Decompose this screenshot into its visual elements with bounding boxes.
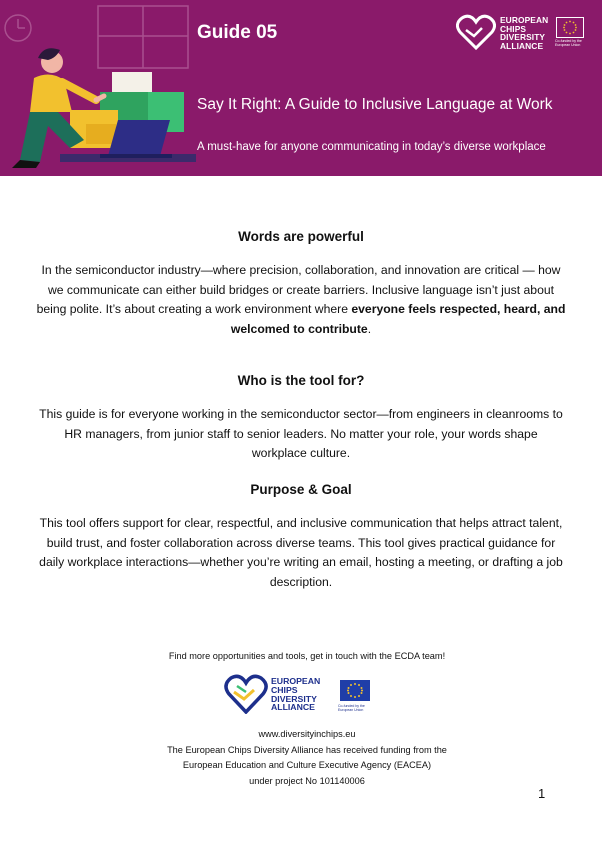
workplace-illustration <box>0 0 196 176</box>
eu-flag-icon <box>556 17 584 38</box>
ecda-logo-header <box>456 14 586 54</box>
funding-line-3: under project No 101140006 <box>249 775 365 786</box>
handshake-heart-icon <box>224 674 268 714</box>
contact-cta: Find more opportunities and tools, get in touch with the ECDA team! <box>168 651 446 661</box>
funding-line-1: The European Chips Diversity Alliance has received funding from the <box>167 744 447 755</box>
footer-funding <box>0 727 602 789</box>
header-banner <box>0 0 602 176</box>
eu-cofunded-note: Co-funded by the European Union <box>338 704 365 712</box>
handshake-heart-icon <box>456 14 496 50</box>
section-text-purpose: This tool offers support for clear, respectful, and inclusive communication that helps attract talent, build trust, and foster collaboration across diverse teams. This tool gives practical guidance for daily workplace interactions—whether you’re writing an email, hosting a meeting, or drafting a job description. <box>39 516 563 589</box>
brand-name: EUROPEAN CHIPS DIVERSITY ALLIANCE <box>500 15 549 51</box>
guide-tagline: A must-have for anyone communicating in today’s diverse workplace <box>197 141 546 153</box>
eu-flag-icon <box>340 680 370 701</box>
page-number: 1 <box>538 786 546 801</box>
section-text-words: In the semiconductor industry—where precision, collaboration, and innovation are critical — how we communicate can either build bridges or create barriers. Inclusive language isn’t just about being polite. It’s about creating a work environment where everyone feels respected, heard, and welcomed to contribute. <box>36 263 566 336</box>
website-link[interactable]: www.diversityinchips.eu <box>258 729 356 739</box>
brand-name: EUROPEAN CHIPS DIVERSITY ALLIANCE <box>271 676 321 713</box>
section-text-emphasis: everyone feels respected, heard, and welcomed to contribute <box>230 302 566 336</box>
section-title-words: Words are powerful <box>238 229 364 244</box>
section-text-audience: This guide is for everyone working in the semiconductor sector—from engineers in cleanrooms to HR managers, from junior staff to senior leaders. No matter your role, your words shape workplace culture. <box>39 407 563 460</box>
guide-label: Guide 05 <box>197 22 278 43</box>
section-title-purpose: Purpose & Goal <box>250 482 352 497</box>
eu-cofunded-note: Co-funded by the European Union <box>555 39 582 47</box>
section-title-audience: Who is the tool for? <box>237 373 365 388</box>
ecda-logo-footer <box>224 674 374 718</box>
funding-line-2: European Education and Culture Executive Agency (EACEA) <box>182 760 432 770</box>
guide-title: Say It Right: A Guide to Inclusive Language at Work <box>197 96 553 113</box>
